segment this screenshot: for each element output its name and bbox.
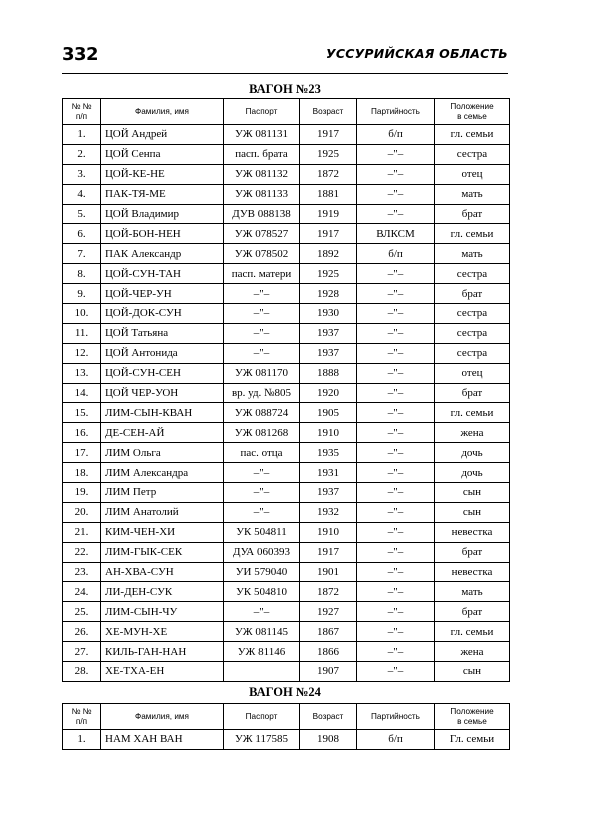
table-row: [63, 284, 510, 304]
passport: [224, 662, 300, 682]
party: –"–: [357, 463, 435, 483]
table-row: [63, 463, 510, 483]
family-role: Гл. семьи: [435, 730, 510, 750]
birth-year: 1867: [300, 622, 357, 642]
table-row: [63, 502, 510, 522]
passport: –"–: [224, 323, 300, 343]
column-header: Партийность: [357, 99, 435, 125]
table-row: [63, 403, 510, 423]
wagon-title: ВАГОН №24: [249, 685, 321, 699]
table-row: [63, 264, 510, 284]
table-row: [63, 522, 510, 542]
table-row: [63, 443, 510, 463]
family-role: гл. семьи: [435, 622, 510, 642]
birth-year: 1917: [300, 542, 357, 562]
passport: УЖ 081132: [224, 164, 300, 184]
family-role: невестка: [435, 562, 510, 582]
party: –"–: [357, 204, 435, 224]
full-name: ХЕ-ТХА-ЕН: [101, 662, 224, 682]
column-header: № № п/п: [63, 99, 101, 125]
party: –"–: [357, 284, 435, 304]
passport: –"–: [224, 502, 300, 522]
birth-year: 1937: [300, 483, 357, 503]
full-name: НАМ ХАН ВАН: [101, 730, 224, 750]
passport: –"–: [224, 304, 300, 324]
full-name: ЦОЙ ЧЕР-УОН: [101, 383, 224, 403]
birth-year: 1910: [300, 522, 357, 542]
passport: УЖ 117585: [224, 730, 300, 750]
passport: вр. уд. №805: [224, 383, 300, 403]
birth-year: 1925: [300, 144, 357, 164]
running-title: УССУРИЙСКАЯ ОБЛАСТЬ: [326, 46, 508, 61]
passport: УЖ 081131: [224, 125, 300, 145]
row-number: 24.: [63, 582, 101, 602]
full-name: АН-ХВА-СУН: [101, 562, 224, 582]
row-number: 1.: [63, 730, 101, 750]
passport: УЖ 081170: [224, 363, 300, 383]
party: –"–: [357, 184, 435, 204]
party: –"–: [357, 403, 435, 423]
full-name: ЦОЙ-СУН-ТАН: [101, 264, 224, 284]
full-name: ЛИМ Анатолий: [101, 502, 224, 522]
passport: УК 504811: [224, 522, 300, 542]
row-number: 19.: [63, 483, 101, 503]
party: –"–: [357, 542, 435, 562]
birth-year: 1872: [300, 164, 357, 184]
table-row: [63, 144, 510, 164]
row-number: 7.: [63, 244, 101, 264]
table-row: [63, 582, 510, 602]
party: –"–: [357, 622, 435, 642]
party: –"–: [357, 662, 435, 682]
birth-year: 1931: [300, 463, 357, 483]
row-number: 16.: [63, 423, 101, 443]
birth-year: 1872: [300, 582, 357, 602]
full-name: ЦОЙ-КЕ-НЕ: [101, 164, 224, 184]
birth-year: 1932: [300, 502, 357, 522]
page-number: 332: [62, 44, 99, 65]
birth-year: 1927: [300, 602, 357, 622]
party: –"–: [357, 164, 435, 184]
party: –"–: [357, 562, 435, 582]
column-header: Возраст: [300, 99, 357, 125]
table-row: [63, 383, 510, 403]
column-header: Положение в семье: [435, 704, 510, 730]
row-number: 15.: [63, 403, 101, 423]
birth-year: 1935: [300, 443, 357, 463]
passport: пасп. брата: [224, 144, 300, 164]
family-role: невестка: [435, 522, 510, 542]
full-name: ПАК-ТЯ-МЕ: [101, 184, 224, 204]
full-name: ЛИМ-СЫН-ЧУ: [101, 602, 224, 622]
full-name: ХЕ-МУН-ХЕ: [101, 622, 224, 642]
wagon-table: [62, 98, 510, 682]
row-number: 27.: [63, 642, 101, 662]
family-role: жена: [435, 423, 510, 443]
family-role: дочь: [435, 443, 510, 463]
birth-year: 1892: [300, 244, 357, 264]
passport: ДУВ 088138: [224, 204, 300, 224]
page-header: [62, 40, 508, 74]
column-header: Фамилия, имя: [101, 99, 224, 125]
full-name: КИЛЬ-ГАН-НАН: [101, 642, 224, 662]
passport: –"–: [224, 343, 300, 363]
row-number: 3.: [63, 164, 101, 184]
row-number: 23.: [63, 562, 101, 582]
passport: УЖ 081133: [224, 184, 300, 204]
header-rule: [62, 73, 508, 74]
row-number: 22.: [63, 542, 101, 562]
full-name: ЛИМ Петр: [101, 483, 224, 503]
birth-year: 1888: [300, 363, 357, 383]
family-role: брат: [435, 204, 510, 224]
family-role: брат: [435, 284, 510, 304]
passport: –"–: [224, 602, 300, 622]
table-row: [63, 363, 510, 383]
table-row: [63, 204, 510, 224]
family-role: сестра: [435, 264, 510, 284]
column-header: Фамилия, имя: [101, 704, 224, 730]
full-name: ДЕ-СЕН-АЙ: [101, 423, 224, 443]
column-header: Паспорт: [224, 704, 300, 730]
full-name: ЛИМ-ГЫК-СЕК: [101, 542, 224, 562]
birth-year: 1937: [300, 323, 357, 343]
birth-year: 1920: [300, 383, 357, 403]
birth-year: 1930: [300, 304, 357, 324]
full-name: ЦОЙ Татьяна: [101, 323, 224, 343]
family-role: брат: [435, 542, 510, 562]
passport: пасп. матери: [224, 264, 300, 284]
passport: УЖ 081145: [224, 622, 300, 642]
family-role: отец: [435, 164, 510, 184]
table-row: [63, 224, 510, 244]
party: –"–: [357, 383, 435, 403]
passport: –"–: [224, 284, 300, 304]
birth-year: 1905: [300, 403, 357, 423]
row-number: 1.: [63, 125, 101, 145]
row-number: 25.: [63, 602, 101, 622]
full-name: ЛИМ Александра: [101, 463, 224, 483]
birth-year: 1881: [300, 184, 357, 204]
column-header: Положение в семье: [435, 99, 510, 125]
party: –"–: [357, 582, 435, 602]
family-role: сын: [435, 483, 510, 503]
table-row: [63, 125, 510, 145]
table-row: [63, 562, 510, 582]
party: б/п: [357, 125, 435, 145]
full-name: ЦОЙ Сенпа: [101, 144, 224, 164]
party: –"–: [357, 343, 435, 363]
full-name: ЦОЙ-ЧЕР-УН: [101, 284, 224, 304]
table-body: [63, 125, 510, 682]
passport: УЖ 078527: [224, 224, 300, 244]
family-role: отец: [435, 363, 510, 383]
full-name: ЛИМ-СЫН-КВАН: [101, 403, 224, 423]
table-row: [63, 622, 510, 642]
family-role: сын: [435, 662, 510, 682]
row-number: 21.: [63, 522, 101, 542]
row-number: 4.: [63, 184, 101, 204]
full-name: ЦОЙ Андрей: [101, 125, 224, 145]
family-role: гл. семьи: [435, 125, 510, 145]
party: б/п: [357, 730, 435, 750]
full-name: ЦОЙ-БОН-НЕН: [101, 224, 224, 244]
party: –"–: [357, 502, 435, 522]
birth-year: 1917: [300, 224, 357, 244]
party: –"–: [357, 323, 435, 343]
party: –"–: [357, 602, 435, 622]
table-row: [63, 423, 510, 443]
party: –"–: [357, 522, 435, 542]
table-row: [63, 730, 510, 750]
passport: УЖ 088724: [224, 403, 300, 423]
table-row: [63, 184, 510, 204]
column-header: Партийность: [357, 704, 435, 730]
table-row: [63, 602, 510, 622]
row-number: 9.: [63, 284, 101, 304]
birth-year: 1910: [300, 423, 357, 443]
family-role: гл. семьи: [435, 224, 510, 244]
birth-year: 1866: [300, 642, 357, 662]
row-number: 26.: [63, 622, 101, 642]
table-row: [63, 244, 510, 264]
column-header: Возраст: [300, 704, 357, 730]
party: –"–: [357, 642, 435, 662]
birth-year: 1917: [300, 125, 357, 145]
column-header: Паспорт: [224, 99, 300, 125]
full-name: ЦОЙ-ДОК-СУН: [101, 304, 224, 324]
party: б/п: [357, 244, 435, 264]
full-name: КИМ-ЧЕН-ХИ: [101, 522, 224, 542]
family-role: сын: [435, 502, 510, 522]
party: –"–: [357, 304, 435, 324]
table-row: [63, 343, 510, 363]
row-number: 5.: [63, 204, 101, 224]
party: ВЛКСМ: [357, 224, 435, 244]
passport: УЖ 81146: [224, 642, 300, 662]
full-name: ЦОЙ-СУН-СЕН: [101, 363, 224, 383]
full-name: ПАК Александр: [101, 244, 224, 264]
birth-year: 1919: [300, 204, 357, 224]
row-number: 13.: [63, 363, 101, 383]
wagon-table: [62, 703, 510, 750]
birth-year: 1907: [300, 662, 357, 682]
party: –"–: [357, 423, 435, 443]
table-row: [63, 304, 510, 324]
family-role: жена: [435, 642, 510, 662]
family-role: сестра: [435, 144, 510, 164]
party: –"–: [357, 443, 435, 463]
family-role: мать: [435, 184, 510, 204]
birth-year: 1908: [300, 730, 357, 750]
family-role: сестра: [435, 323, 510, 343]
family-role: брат: [435, 383, 510, 403]
passport: –"–: [224, 483, 300, 503]
family-role: брат: [435, 602, 510, 622]
table-row: [63, 483, 510, 503]
row-number: 20.: [63, 502, 101, 522]
row-number: 12.: [63, 343, 101, 363]
table-row: [63, 323, 510, 343]
family-role: гл. семьи: [435, 403, 510, 423]
family-role: дочь: [435, 463, 510, 483]
passport: УЖ 081268: [224, 423, 300, 443]
passport: пас. отца: [224, 443, 300, 463]
wagon-title: ВАГОН №23: [249, 82, 321, 96]
birth-year: 1901: [300, 562, 357, 582]
family-role: мать: [435, 244, 510, 264]
party: –"–: [357, 483, 435, 503]
party: –"–: [357, 363, 435, 383]
row-number: 6.: [63, 224, 101, 244]
passport: ДУА 060393: [224, 542, 300, 562]
full-name: ЦОЙ Владимир: [101, 204, 224, 224]
table-row: [63, 642, 510, 662]
column-header: № № п/п: [63, 704, 101, 730]
family-role: сестра: [435, 304, 510, 324]
family-role: мать: [435, 582, 510, 602]
row-number: 10.: [63, 304, 101, 324]
table-body: [63, 730, 510, 750]
table-row: [63, 164, 510, 184]
birth-year: 1937: [300, 343, 357, 363]
row-number: 14.: [63, 383, 101, 403]
passport: –"–: [224, 463, 300, 483]
full-name: ЛИМ Ольга: [101, 443, 224, 463]
party: –"–: [357, 144, 435, 164]
passport: УЖ 078502: [224, 244, 300, 264]
birth-year: 1928: [300, 284, 357, 304]
table-row: [63, 662, 510, 682]
passport: УИ 579040: [224, 562, 300, 582]
row-number: 28.: [63, 662, 101, 682]
table-header-row: [63, 704, 510, 730]
row-number: 11.: [63, 323, 101, 343]
table-row: [63, 542, 510, 562]
row-number: 18.: [63, 463, 101, 483]
full-name: ЛИ-ДЕН-СУК: [101, 582, 224, 602]
passport: УК 504810: [224, 582, 300, 602]
row-number: 17.: [63, 443, 101, 463]
birth-year: 1925: [300, 264, 357, 284]
party: –"–: [357, 264, 435, 284]
full-name: ЦОЙ Антонида: [101, 343, 224, 363]
table-header-row: [63, 99, 510, 125]
family-role: сестра: [435, 343, 510, 363]
row-number: 8.: [63, 264, 101, 284]
row-number: 2.: [63, 144, 101, 164]
